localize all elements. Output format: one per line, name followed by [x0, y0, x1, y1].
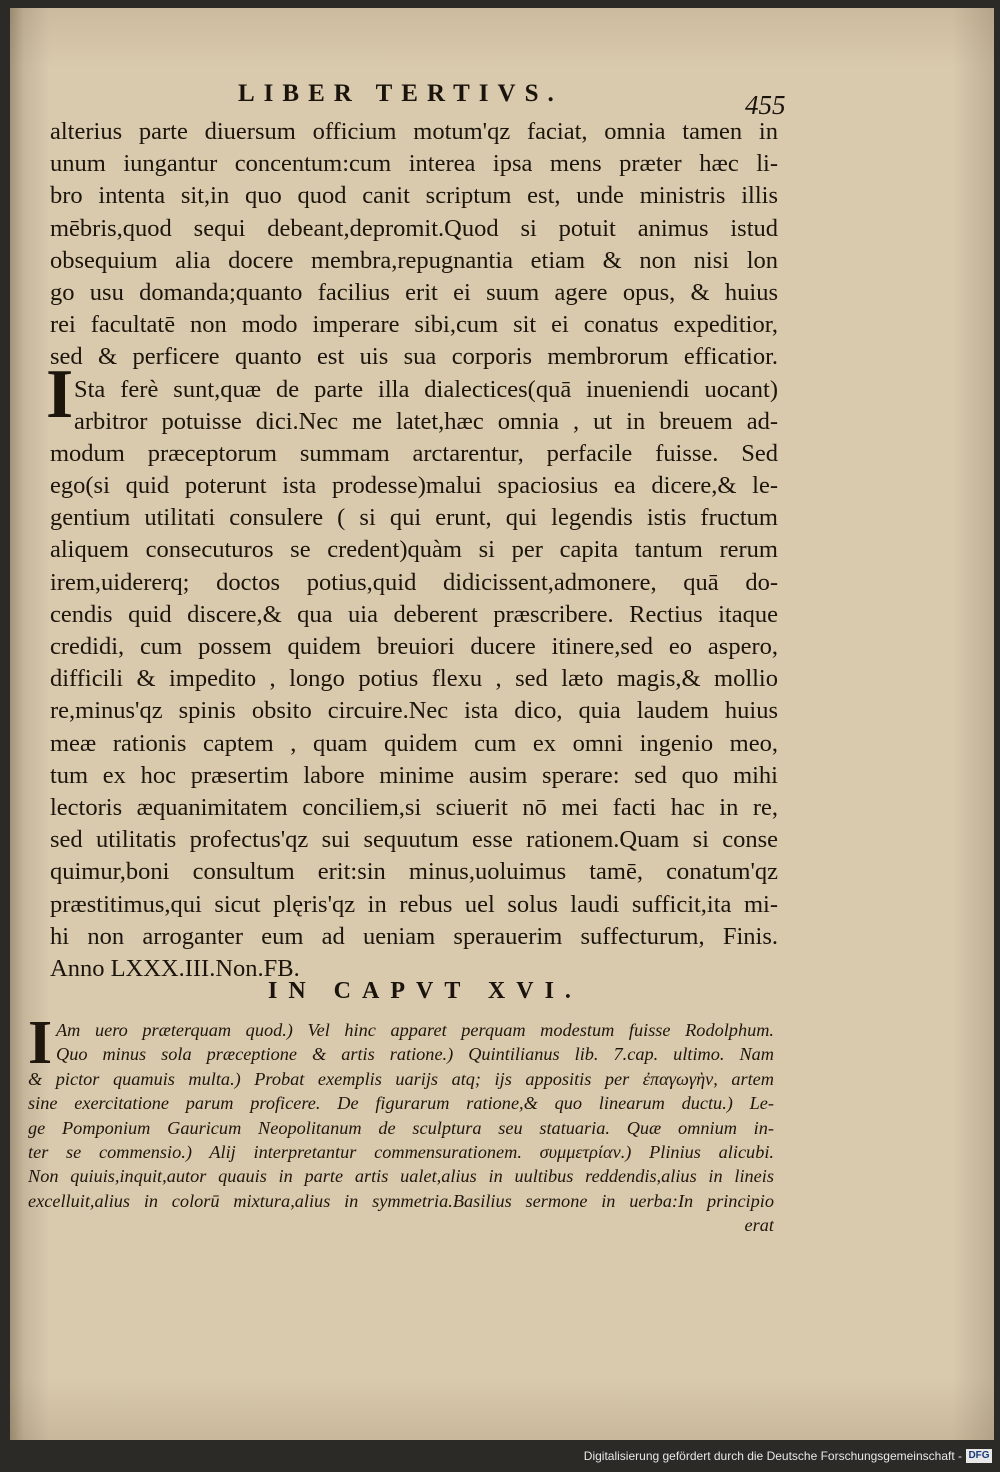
text-line: modum præceptorum summam arctarentur, perfacile fuisse. Sed	[50, 439, 778, 467]
dfg-logo-icon: DFG	[966, 1449, 992, 1463]
text-line: tum ex hoc præsertim labore minime ausim sperare: sed quo mihi	[50, 761, 778, 789]
text-line: Anno LXXX.III.Non.FB.	[50, 954, 300, 982]
running-head: LIBER TERTIVS.	[238, 80, 563, 107]
text-line: go usu domanda;quanto facilius erit ei suum agere opus, & huius	[50, 278, 778, 306]
text-line: sed utilitatis profectus'qz sui sequutum esse rationem.Quam si conse	[50, 826, 778, 854]
text-line: præstitimus,qui sicut plęris'qz in rebus uel solus laudi sufficit,ita mi-	[50, 890, 778, 918]
text-line: arbitror potuisse dici.Nec me latet,hæc omnia , ut in breuem ad-	[74, 407, 778, 435]
text-line: ego(si quid poterunt ista prodesse)malui spaciosius ea dicere,& le-	[50, 472, 778, 500]
commentary-line: & pictor quamuis multa.) Probat exemplis uarijs atq; ijs appositis per ἐπαγωγὴν, artem	[28, 1068, 774, 1089]
footer-bar	[0, 1440, 1000, 1472]
commentary-line: excelluit,alius in colorū mixtura,alius in symmetria.Basilius sermone in uerba:In principio	[28, 1190, 774, 1211]
catchword: erat	[744, 1215, 774, 1236]
text-line: unum iungantur concentum:cum interea ipsa mens præter hæc li-	[50, 150, 778, 178]
text-line: aliquem consecuturos se credent)quàm si per capita tantum rerum	[50, 536, 778, 564]
text-line: re,minus'qz spinis obsito circuire.Nec ista dico, quia laudem huius	[50, 697, 778, 725]
commentary-line: sine exercitatione parum proficere. De figurarum ratione,& quo linearum ductu.) Le-	[28, 1093, 774, 1114]
commentary-line: ge Pomponium Gauricum Neopolitanum de sculptura seu statuaria. Quæ omnium in-	[28, 1117, 774, 1138]
text-line: mēbris,quod sequi debeant,depromit.Quod si potuit animus istud	[50, 214, 778, 242]
text-line: quimur,boni consultum erit:sin minus,uoluimus tamē, conatum'qz	[50, 858, 778, 886]
commentary-line: Am uero præterquam quod.) Vel hinc apparet perquam modestum fuisse Rodolphum.	[56, 1020, 774, 1040]
chapter-heading: IN CAPVT XVI.	[268, 978, 582, 1004]
commentary-line: ter se commensio.) Alij interpretantur commensurationem. συμμετρίαν.) Plinius alicubi.	[28, 1141, 774, 1162]
text-line: meæ rationis captem , quam quidem cum ex omni ingenio meo,	[50, 729, 778, 757]
footer-credit: Digitalisierung gefördert durch die Deutsche Forschungsgemeinschaft -	[583, 1449, 962, 1463]
text-line: Sta ferè sunt,quæ de parte illa dialectices(quā inueniendi uocant)	[74, 375, 778, 403]
text-line: sed & perficere quanto est uis sua corporis membrorum efficatior.	[50, 343, 778, 371]
commentary-drop-cap: I	[28, 1009, 53, 1077]
drop-cap: I	[46, 356, 74, 433]
book-page	[10, 8, 994, 1440]
page-edge-shadow	[952, 8, 994, 1440]
main-text-block	[50, 116, 778, 985]
text-line: difficili & impedito , longo potius flexu , sed læto magis,& mollio	[50, 665, 778, 693]
commentary-block	[28, 1009, 774, 1238]
text-line: alterius parte diuersum officium motum'qz faciat, omnia tamen in	[50, 118, 778, 145]
text-line: irem,uidererq; doctos potius,quid didicissent,admonere, quā do-	[50, 568, 778, 596]
text-line: credidi, cum possem quidem breuiori ducere itinere,sed eo aspero,	[50, 633, 778, 660]
text-line: cendis quid discere,& qua uia deberent præscribere. Rectius itaque	[50, 600, 778, 628]
text-line: rei facultatē non modo imperare sibi,cum sit ei conatus expeditior,	[50, 311, 778, 339]
commentary-line: Non quiuis,inquit,autor quauis in parte artis ualet,alius in uultibus reddendis,alius in lineis	[28, 1166, 774, 1187]
text-line: lectoris æquanimitatem conciliem,si sciuerit nō mei facti hac in re,	[50, 793, 778, 821]
text-line: hi non arroganter eum ad ueniam sperauerim suffecturum, Finis.	[50, 922, 778, 950]
page-number: 455	[745, 90, 786, 120]
commentary-line: Quo minus sola præceptione & artis ratione.) Quintilianus lib. 7.cap. ultimo. Nam	[56, 1044, 774, 1065]
text-line: bro intenta sit,in quo quod canit scriptum est, unde ministris illis	[50, 182, 778, 210]
text-line: obsequium alia docere membra,repugnantia etiam & non nisi lon	[50, 246, 778, 274]
text-line: gentium utilitati consulere ( si qui erunt, qui legendis istis fructum	[50, 504, 778, 532]
